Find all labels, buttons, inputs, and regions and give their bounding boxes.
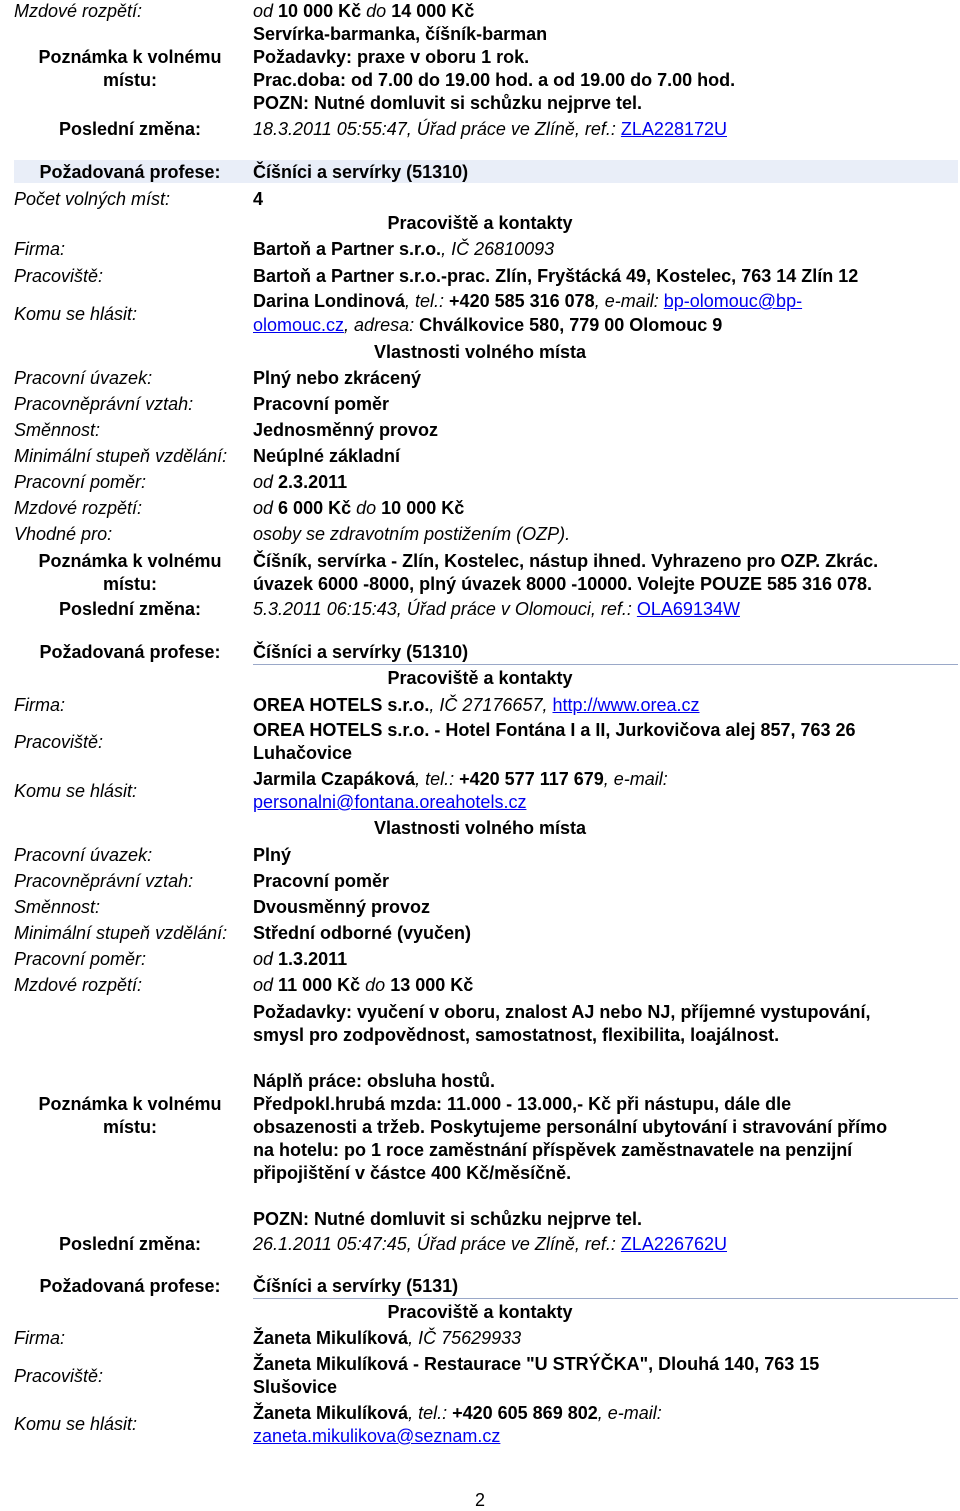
workplace-label: Pracoviště: xyxy=(14,266,104,286)
education-value: Střední odborné (vyučen) xyxy=(253,923,472,943)
firm-value: Žaneta Mikulíková, IČ 75629933 xyxy=(253,1328,522,1348)
workplace-line-1: OREA HOTELS s.r.o. - Hotel Fontána I a II, Jurkovičova alej 857, 763 26 xyxy=(253,720,856,740)
contact-line-2 xyxy=(253,791,526,813)
shift-label: Směnnost: xyxy=(14,897,101,917)
workplace-value: Bartoň a Partner s.r.o.-prac. Zlín, Fryštácká 49, Kostelec, 763 14 Zlín 12 xyxy=(253,266,859,286)
email-link[interactable]: olomouc.cz xyxy=(253,315,345,335)
contact-line-2: olomouc.cz, adresa: Chválkovice 580, 779 00 Olomouc 9 xyxy=(253,315,723,335)
note-label-2: místu: xyxy=(103,1117,157,1137)
vacancies-value: 4 xyxy=(253,189,264,209)
relation-value: Pracovní poměr xyxy=(253,394,390,414)
salary-label: Mzdové rozpětí: xyxy=(14,975,143,995)
note-label: Poznámka k volnému xyxy=(38,1094,222,1114)
last-change-value: 26.1.2011 05:47:45, Úřad práce ve Zlíně, ref.: ZLA226762U xyxy=(253,1234,727,1254)
note-label: Poznámka k volnému xyxy=(38,47,222,67)
section-properties: Vlastnosti volného místa xyxy=(373,342,587,362)
profession-label: Požadovaná profese: xyxy=(39,642,221,662)
firm-value: OREA HOTELS s.r.o., IČ 27176657, http://www.orea.cz xyxy=(253,695,700,715)
shift-label: Směnnost: xyxy=(14,420,101,440)
profession-value: Číšníci a servírky (51310) xyxy=(253,162,469,182)
note-line: POZN: Nutné domluvit si schůzku nejprve tel. xyxy=(253,93,643,113)
firm-value: Bartoň a Partner s.r.o., IČ 26810093 xyxy=(253,239,555,259)
firm-label: Firma: xyxy=(14,695,65,715)
last-change-label: Poslední změna: xyxy=(58,599,202,619)
note-line: Předpokl.hrubá mzda: 11.000 - 13.000,- Kč při nástupu, dále dle xyxy=(253,1094,792,1114)
shift-value: Dvousměnný provoz xyxy=(253,897,431,917)
shift-value: Jednosměnný provoz xyxy=(253,420,439,440)
workplace-line-2: Slušovice xyxy=(253,1377,338,1397)
last-change-value: 18.3.2011 05:55:47, Úřad práce ve Zlíně, ref.: ZLA228172U xyxy=(253,119,727,139)
salary-value: od 10 000 Kč do 14 000 Kč xyxy=(253,1,475,21)
ref-link[interactable]: ZLA228172U xyxy=(620,119,727,139)
workload-label: Pracovní úvazek: xyxy=(14,845,153,865)
contact-line-2 xyxy=(253,1425,500,1447)
suitable-value: osoby se zdravotním postižením (OZP). xyxy=(253,524,571,544)
section-properties: Vlastnosti volného místa xyxy=(373,818,587,838)
last-change-label: Poslední změna: xyxy=(58,119,202,139)
start-value: od 1.3.2011 xyxy=(253,949,348,969)
section-contacts: Pracoviště a kontakty xyxy=(387,1302,573,1322)
email-link[interactable]: bp-olomouc@bp- xyxy=(663,291,803,311)
relation-label: Pracovněprávní vztah: xyxy=(14,871,194,891)
profession-value: Číšníci a servírky (51310) xyxy=(253,642,469,662)
suitable-label: Vhodné pro: xyxy=(14,524,113,544)
ref-link[interactable]: ZLA226762U xyxy=(620,1234,727,1254)
start-value: od 2.3.2011 xyxy=(253,472,348,492)
profession-label: Požadovaná profese: xyxy=(39,162,221,182)
note-line: na hotelu: po 1 roce zaměstnání příspěvek zaměstnavatele na penzijní xyxy=(253,1140,853,1160)
note-line: smysl pro zodpovědnost, samostatnost, flexibilita, loajálnost. xyxy=(253,1025,780,1045)
last-change-label: Poslední změna: xyxy=(58,1234,202,1254)
relation-label: Pracovněprávní vztah: xyxy=(14,394,194,414)
note-line: POZN: Nutné domluvit si schůzku nejprve tel. xyxy=(253,1209,643,1229)
email-link[interactable]: zaneta.mikulikova@seznam.cz xyxy=(253,1426,501,1446)
email-link[interactable]: personalni@fontana.oreahotels.cz xyxy=(253,792,527,812)
contact-line-1: Darina Londinová, tel.: +420 585 316 078, e-mail: bp-olomouc@bp- xyxy=(253,291,803,311)
education-value: Neúplné základní xyxy=(253,446,401,466)
note-line: připojištění v částce 400 Kč/měsíčně. xyxy=(253,1163,572,1183)
last-change-value: 5.3.2011 06:15:43, Úřad práce v Olomouci, ref.: OLA69134W xyxy=(253,599,740,619)
contact-label: Komu se hlásit: xyxy=(14,781,138,801)
education-label: Minimální stupeň vzdělání: xyxy=(14,923,228,943)
salary-value: od 6 000 Kč do 10 000 Kč xyxy=(253,498,465,518)
start-label: Pracovní poměr: xyxy=(14,949,147,969)
note-line: Číšník, servírka - Zlín, Kostelec, nástup ihned. Vyhrazeno pro OZP. Zkrác. xyxy=(253,551,879,571)
start-label: Pracovní poměr: xyxy=(14,472,147,492)
salary-label: Mzdové rozpětí: xyxy=(14,498,143,518)
profession-label: Požadovaná profese: xyxy=(39,1276,221,1296)
note-label-2: místu: xyxy=(103,70,157,90)
web-link[interactable]: http://www.orea.cz xyxy=(552,695,700,715)
salary-label: Mzdové rozpětí: xyxy=(14,1,143,21)
workload-value: Plný xyxy=(253,845,292,865)
section-contacts: Pracoviště a kontakty xyxy=(387,668,573,688)
note-label: Poznámka k volnému xyxy=(38,551,222,571)
workplace-label: Pracoviště: xyxy=(14,732,104,752)
contact-line-1: Jarmila Czapáková, tel.: +420 577 117 679, e-mail: xyxy=(253,769,668,789)
contact-label: Komu se hlásit: xyxy=(14,1414,138,1434)
note-label-2: místu: xyxy=(103,574,157,594)
workplace-label: Pracoviště: xyxy=(14,1366,104,1386)
section-contacts: Pracoviště a kontakty xyxy=(387,213,573,233)
firm-label: Firma: xyxy=(14,1328,65,1348)
profession-value: Číšníci a servírky (5131) xyxy=(253,1276,459,1296)
note-line: obsazenosti a tržeb. Poskytujeme personální ubytování i stravování přímo xyxy=(253,1117,888,1137)
contact-label: Komu se hlásit: xyxy=(14,304,138,324)
note-line: Prac.doba: od 7.00 do 19.00 hod. a od 19.00 do 7.00 hod. xyxy=(253,70,736,90)
note-line: Požadavky: praxe v oboru 1 rok. xyxy=(253,47,530,67)
education-label: Minimální stupeň vzdělání: xyxy=(14,446,228,466)
note-line: Servírka-barmanka, číšník-barman xyxy=(253,24,548,44)
salary-value: od 11 000 Kč do 13 000 Kč xyxy=(253,975,474,995)
note-line: Náplň práce: obsluha hostů. xyxy=(253,1071,496,1091)
profession-underline xyxy=(253,1298,958,1299)
relation-value: Pracovní poměr xyxy=(253,871,390,891)
workload-value: Plný nebo zkrácený xyxy=(253,368,422,388)
note-line: Požadavky: vyučení v oboru, znalost AJ nebo NJ, příjemné vystupování, xyxy=(253,1002,871,1022)
page-number: 2 xyxy=(474,1490,485,1510)
workload-label: Pracovní úvazek: xyxy=(14,368,153,388)
workplace-line-2: Luhačovice xyxy=(253,743,353,763)
ref-link[interactable]: OLA69134W xyxy=(636,599,740,619)
vacancies-label: Počet volných míst: xyxy=(14,189,171,209)
firm-label: Firma: xyxy=(14,239,65,259)
workplace-line-1: Žaneta Mikulíková - Restaurace "U STRÝČKA", Dlouhá 140, 763 15 xyxy=(253,1354,820,1374)
profession-underline xyxy=(253,664,958,665)
contact-line-1: Žaneta Mikulíková, tel.: +420 605 869 802, e-mail: xyxy=(253,1403,662,1423)
note-line: úvazek 6000 -8000, plný úvazek 8000 -10000. Volejte POUZE 585 316 078. xyxy=(253,574,873,594)
